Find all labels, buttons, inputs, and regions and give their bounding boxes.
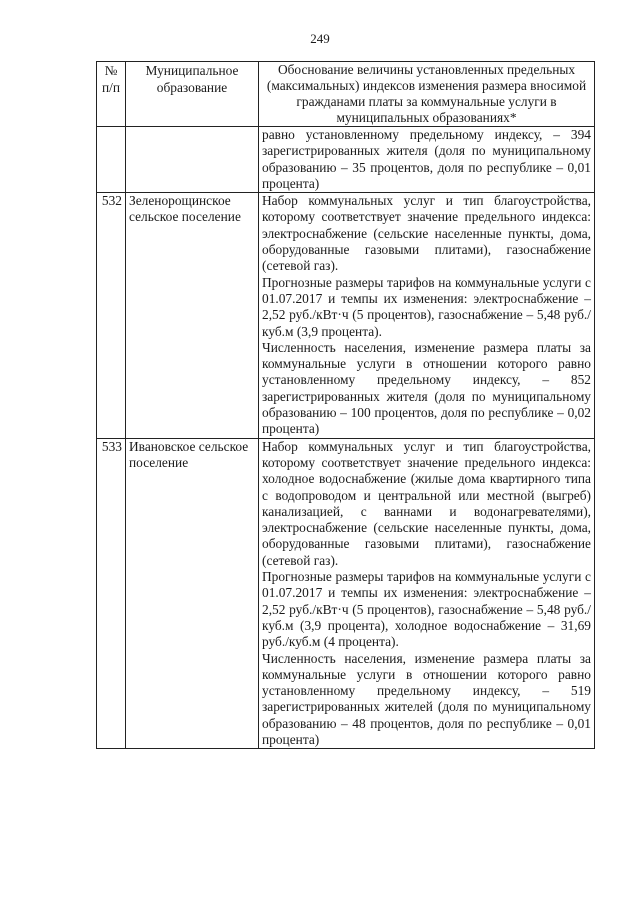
justification-paragraph: Набор коммунальных услуг и тип благоустройства, которому соответствует значение предельного индекса: электроснабжение (сельские населенные пункты, дома, оборудованные газовыми плитами), газоснабжение (сетевой газ).	[262, 193, 591, 274]
row-justification	[259, 193, 595, 438]
table-row	[97, 193, 595, 438]
row-justification	[259, 127, 595, 193]
table-row	[97, 438, 595, 749]
header-number: № п/п	[97, 62, 126, 127]
page-number: 249	[310, 31, 330, 46]
justification-paragraph: равно установленному предельному индексу, – 394 зарегистрированных жителя (доля по муниципальному образованию – 35 процентов, доля по республике – 0,01 процента)	[262, 127, 591, 191]
row-number: 532	[97, 193, 126, 438]
table-header-row	[97, 62, 595, 127]
row-municipality: Зеленорощинское сельское поселение	[126, 193, 259, 438]
header-justification: Обоснование величины установленных предельных (максимальных) индексов изменения размера вносимой гражданами платы за коммунальные услуги в муниципальных образованиях*	[259, 62, 595, 127]
table-row	[97, 127, 595, 193]
justification-paragraph: Прогнозные размеры тарифов на коммунальные услуги с 01.07.2017 и темпы их изменения: электроснабжение – 2,52 руб./кВт·ч (5 процентов), газоснабжение – 5,48 руб./куб.м (3,9 процента), холодное водоснабжение – 31,69 руб./куб.м (4 процента).	[262, 569, 591, 650]
row-municipality: Ивановское сельское поселение	[126, 438, 259, 749]
justification-paragraph: Набор коммунальных услуг и тип благоустройства, которому соответствует значение предельного индекса: холодное водоснабжение (жилые дома квартирного типа с водопроводом и центральной или местной (выгреб) канализацией, с ваннами и водонагревателями), электроснабжение (сельские населенные пункты, дома, оборудованные газовыми плитами), газоснабжение (сетевой газ).	[262, 438, 591, 568]
header-municipality: Муниципальное образование	[126, 62, 259, 127]
municipal-index-table	[96, 61, 595, 749]
justification-paragraph: Прогнозные размеры тарифов на коммунальные услуги с 01.07.2017 и темпы их изменения: электроснабжение – 2,52 руб./кВт·ч (5 процентов), газоснабжение – 5,48 руб./куб.м (3,9 процента).	[262, 274, 591, 339]
row-number	[97, 127, 126, 193]
justification-paragraph: Численность населения, изменение размера платы за коммунальные услуги в отношении которого равно установленному предельному индексу, – 852 зарегистрированных жителя (доля по муниципальному образованию – 100 процентов, доля по республике – 0,02 процента)	[262, 339, 591, 437]
row-municipality	[126, 127, 259, 193]
row-number: 533	[97, 438, 126, 749]
row-justification	[259, 438, 595, 749]
justification-paragraph: Численность населения, изменение размера платы за коммунальные услуги в отношении которого равно установленному предельному индексу, – 519 зарегистрированных жителей (доля по муниципальному образованию – 48 процентов, доля по республике – 0,01 процента)	[262, 650, 591, 747]
